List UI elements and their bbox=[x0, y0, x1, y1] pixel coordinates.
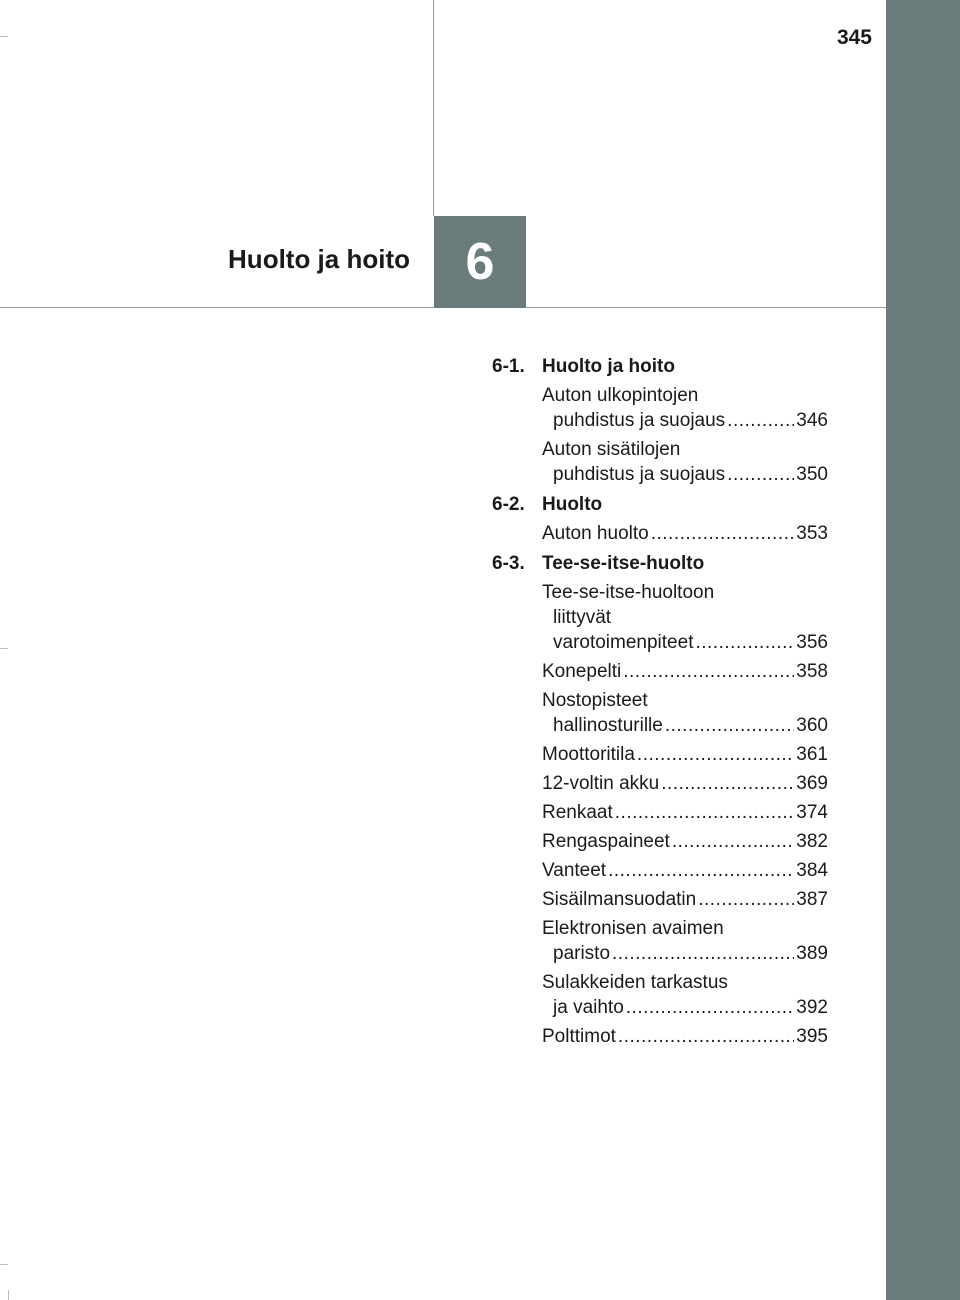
entry-text: Auton sisätilojen bbox=[542, 439, 681, 460]
entry-text: ja vaihto bbox=[553, 997, 624, 1018]
section-title: Huolto ja hoito bbox=[542, 356, 675, 377]
page-number: 345 bbox=[836, 26, 872, 49]
toc-section-heading[interactable] bbox=[492, 354, 828, 379]
entry-page-number: 369 bbox=[796, 773, 828, 794]
entry-text: Nostopisteet bbox=[542, 690, 648, 711]
entry-text: Polttimot bbox=[542, 1026, 616, 1047]
toc-section-heading[interactable] bbox=[492, 492, 828, 517]
crop-mark bbox=[0, 648, 8, 649]
dot-leader bbox=[618, 1024, 794, 1049]
entry-text: puhdistus ja suojaus bbox=[553, 410, 726, 431]
chapter-title: Huolto ja hoito bbox=[228, 244, 410, 274]
dot-leader bbox=[608, 858, 794, 883]
toc-entry[interactable] bbox=[542, 437, 828, 487]
entry-page-number: 382 bbox=[796, 831, 828, 852]
section-number: 6-3. bbox=[492, 553, 525, 574]
chapter-number-badge bbox=[434, 216, 526, 308]
toc-entry[interactable] bbox=[542, 829, 828, 854]
entry-page-number: 395 bbox=[796, 1026, 828, 1047]
dot-leader bbox=[672, 829, 794, 854]
entry-page-number: 392 bbox=[796, 997, 828, 1018]
dot-leader bbox=[665, 713, 794, 738]
dot-leader bbox=[661, 771, 794, 796]
entry-text: puhdistus ja suojaus bbox=[553, 464, 726, 485]
toc-entry[interactable] bbox=[542, 887, 828, 912]
entry-text: 12-voltin akku bbox=[542, 773, 660, 794]
vertical-rule bbox=[433, 0, 434, 216]
toc-section bbox=[492, 492, 828, 546]
entry-text: liittyvät bbox=[553, 607, 612, 628]
entry-page-number: 360 bbox=[796, 715, 828, 736]
toc-entry[interactable] bbox=[542, 742, 828, 767]
entry-text: Elektronisen avaimen bbox=[542, 918, 724, 939]
toc-entry[interactable] bbox=[542, 659, 828, 684]
table-of-contents bbox=[492, 354, 828, 1054]
entry-text: Konepelti bbox=[542, 661, 622, 682]
toc-section bbox=[492, 354, 828, 487]
entry-text: hallinosturille bbox=[553, 715, 663, 736]
toc-entry[interactable] bbox=[542, 858, 828, 883]
entry-page-number: 350 bbox=[796, 464, 828, 485]
dot-leader bbox=[695, 630, 794, 655]
crop-mark bbox=[0, 36, 8, 37]
toc-entry[interactable] bbox=[542, 521, 828, 546]
entry-page-number: 356 bbox=[796, 632, 828, 653]
entry-text: paristo bbox=[553, 943, 611, 964]
toc-section bbox=[492, 551, 828, 1049]
entry-text: Auton ulkopintojen bbox=[542, 385, 699, 406]
entry-text: Rengaspaineet bbox=[542, 831, 670, 852]
section-number: 6-2. bbox=[492, 494, 525, 515]
dot-leader bbox=[626, 995, 795, 1020]
chapter-number: 6 bbox=[465, 233, 495, 291]
dot-leader bbox=[637, 742, 794, 767]
section-number: 6-1. bbox=[492, 356, 525, 377]
dot-leader bbox=[698, 887, 794, 912]
entry-text: Sulakkeiden tarkastus bbox=[542, 972, 728, 993]
toc-entry[interactable] bbox=[542, 688, 828, 738]
dot-leader bbox=[615, 800, 795, 825]
entry-page-number: 346 bbox=[796, 410, 828, 431]
entry-page-number: 361 bbox=[796, 744, 828, 765]
entry-text: Moottoritila bbox=[542, 744, 635, 765]
entry-page-number: 384 bbox=[796, 860, 828, 881]
entry-page-number: 353 bbox=[796, 523, 828, 544]
dot-leader bbox=[727, 462, 794, 487]
toc-entry[interactable] bbox=[542, 771, 828, 796]
section-title: Huolto bbox=[542, 494, 603, 515]
entry-page-number: 374 bbox=[796, 802, 828, 823]
entry-page-number: 387 bbox=[796, 889, 828, 910]
section-title: Tee-se-itse-huolto bbox=[542, 553, 705, 574]
dot-leader bbox=[612, 941, 794, 966]
chapter-side-tab bbox=[886, 0, 960, 1300]
entry-text: Auton huolto bbox=[542, 523, 649, 544]
dot-leader bbox=[727, 408, 794, 433]
crop-mark bbox=[0, 1264, 8, 1265]
toc-entry[interactable] bbox=[542, 383, 828, 433]
entry-page-number: 358 bbox=[796, 661, 828, 682]
crop-mark bbox=[8, 1290, 9, 1300]
entry-text: Sisäilmansuodatin bbox=[542, 889, 697, 910]
toc-entry[interactable] bbox=[542, 800, 828, 825]
entry-text: Tee-se-itse-huoltoon bbox=[542, 582, 715, 603]
toc-entry[interactable] bbox=[542, 916, 828, 966]
toc-entry[interactable] bbox=[542, 580, 828, 655]
toc-entry[interactable] bbox=[542, 1024, 828, 1049]
toc-entry[interactable] bbox=[542, 970, 828, 1020]
dot-leader bbox=[623, 659, 794, 684]
entry-text: Vanteet bbox=[542, 860, 607, 881]
dot-leader bbox=[651, 521, 795, 546]
entry-page-number: 389 bbox=[796, 943, 828, 964]
toc-section-heading[interactable] bbox=[492, 551, 828, 576]
entry-text: varotoimenpiteet bbox=[553, 632, 694, 653]
entry-text: Renkaat bbox=[542, 802, 613, 823]
